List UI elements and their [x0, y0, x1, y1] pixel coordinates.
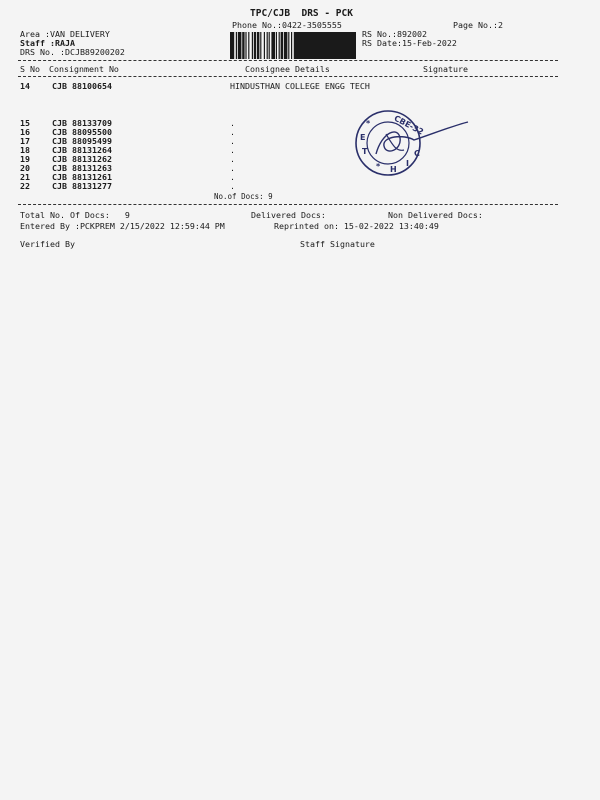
row-22-consignment: CJB 88131277 — [52, 181, 112, 191]
svg-text:E: E — [360, 133, 366, 142]
row-22-sno: 22 — [20, 181, 30, 191]
staff-signature: Staff Signature — [300, 239, 375, 249]
row-15-sno: 15 — [20, 118, 30, 128]
non-delivered-docs: Non Delivered Docs: — [388, 210, 483, 220]
row-21-sno: 21 — [20, 172, 30, 182]
total-docs: Total No. Of Docs: 9 — [20, 210, 130, 220]
svg-text:C: C — [414, 149, 420, 158]
svg-text:*: * — [366, 119, 371, 128]
reprinted-on: Reprinted on: 15-02-2022 13:40:49 — [274, 221, 439, 231]
column-header-divider — [18, 76, 558, 77]
row-14-consignment: CJB 88100654 — [52, 81, 112, 91]
drs-number: DRS No. :DCJB89200202 — [20, 47, 125, 57]
row-17-sno: 17 — [20, 136, 30, 146]
row-19-sno: 19 — [20, 154, 30, 164]
footer-divider — [18, 204, 558, 205]
row-20-sno: 20 — [20, 163, 30, 173]
rs-date: RS Date:15-Feb-2022 — [362, 38, 457, 48]
row-19-consignment: CJB 88131262 — [52, 154, 112, 164]
svg-text:I: I — [406, 159, 409, 168]
entered-by: Entered By :PCKPREM 2/15/2022 12:59:44 PM — [20, 221, 225, 231]
column-header-consignee: Consignee Details — [245, 64, 330, 74]
row-18-consignment: CJB 88131264 — [52, 145, 112, 155]
row-20-consignee: . — [230, 163, 235, 173]
page-number: Page No.:2 — [453, 20, 503, 30]
row-21-consignee: . — [230, 172, 235, 182]
row-16-consignee: . — [230, 127, 235, 137]
row-16-consignment: CJB 88095500 — [52, 127, 112, 137]
row-15-consignee: . — [230, 118, 235, 128]
row-18-consignee: . — [230, 145, 235, 155]
area-label: Area :VAN DELIVERY — [20, 29, 110, 39]
row-17-consignment: CJB 88095499 — [52, 136, 112, 146]
row-21-consignment: CJB 88131261 — [52, 172, 112, 182]
row-18-sno: 18 — [20, 145, 30, 155]
phone-number: Phone No.:0422-3505555 — [232, 20, 342, 30]
row-17-consignee: . — [230, 136, 235, 146]
document-title: TPC/CJB DRS - PCK — [250, 8, 353, 19]
no-of-docs: No.of Docs: 9 — [214, 192, 273, 201]
rs-number: RS No.:892002 — [362, 29, 427, 39]
staff-label: Staff :RAJA — [20, 38, 75, 48]
row-15-consignment: CJB 88133709 — [52, 118, 112, 128]
column-header-sno: S No — [20, 64, 40, 74]
row-19-consignee: . — [230, 154, 235, 164]
row-22-consignee: . — [230, 181, 235, 191]
column-header-consignment: Consignment No — [49, 64, 119, 74]
svg-text:H: H — [390, 165, 397, 174]
header-divider — [18, 60, 558, 61]
svg-text:CBE-32: CBE-32 — [392, 113, 425, 137]
row-14-consignee: HINDUSTHAN COLLEGE ENGG TECH — [230, 81, 370, 91]
college-seal-stamp — [352, 104, 474, 190]
column-header-signature: Signature — [423, 64, 468, 74]
delivered-docs: Delivered Docs: — [251, 210, 326, 220]
verified-by: Verified By — [20, 239, 75, 249]
svg-text:T: T — [362, 147, 368, 156]
row-14-sno: 14 — [20, 81, 30, 91]
row-16-sno: 16 — [20, 127, 30, 137]
barcode-image — [230, 32, 356, 59]
svg-text:*: * — [376, 162, 381, 171]
row-20-consignment: CJB 88131263 — [52, 163, 112, 173]
